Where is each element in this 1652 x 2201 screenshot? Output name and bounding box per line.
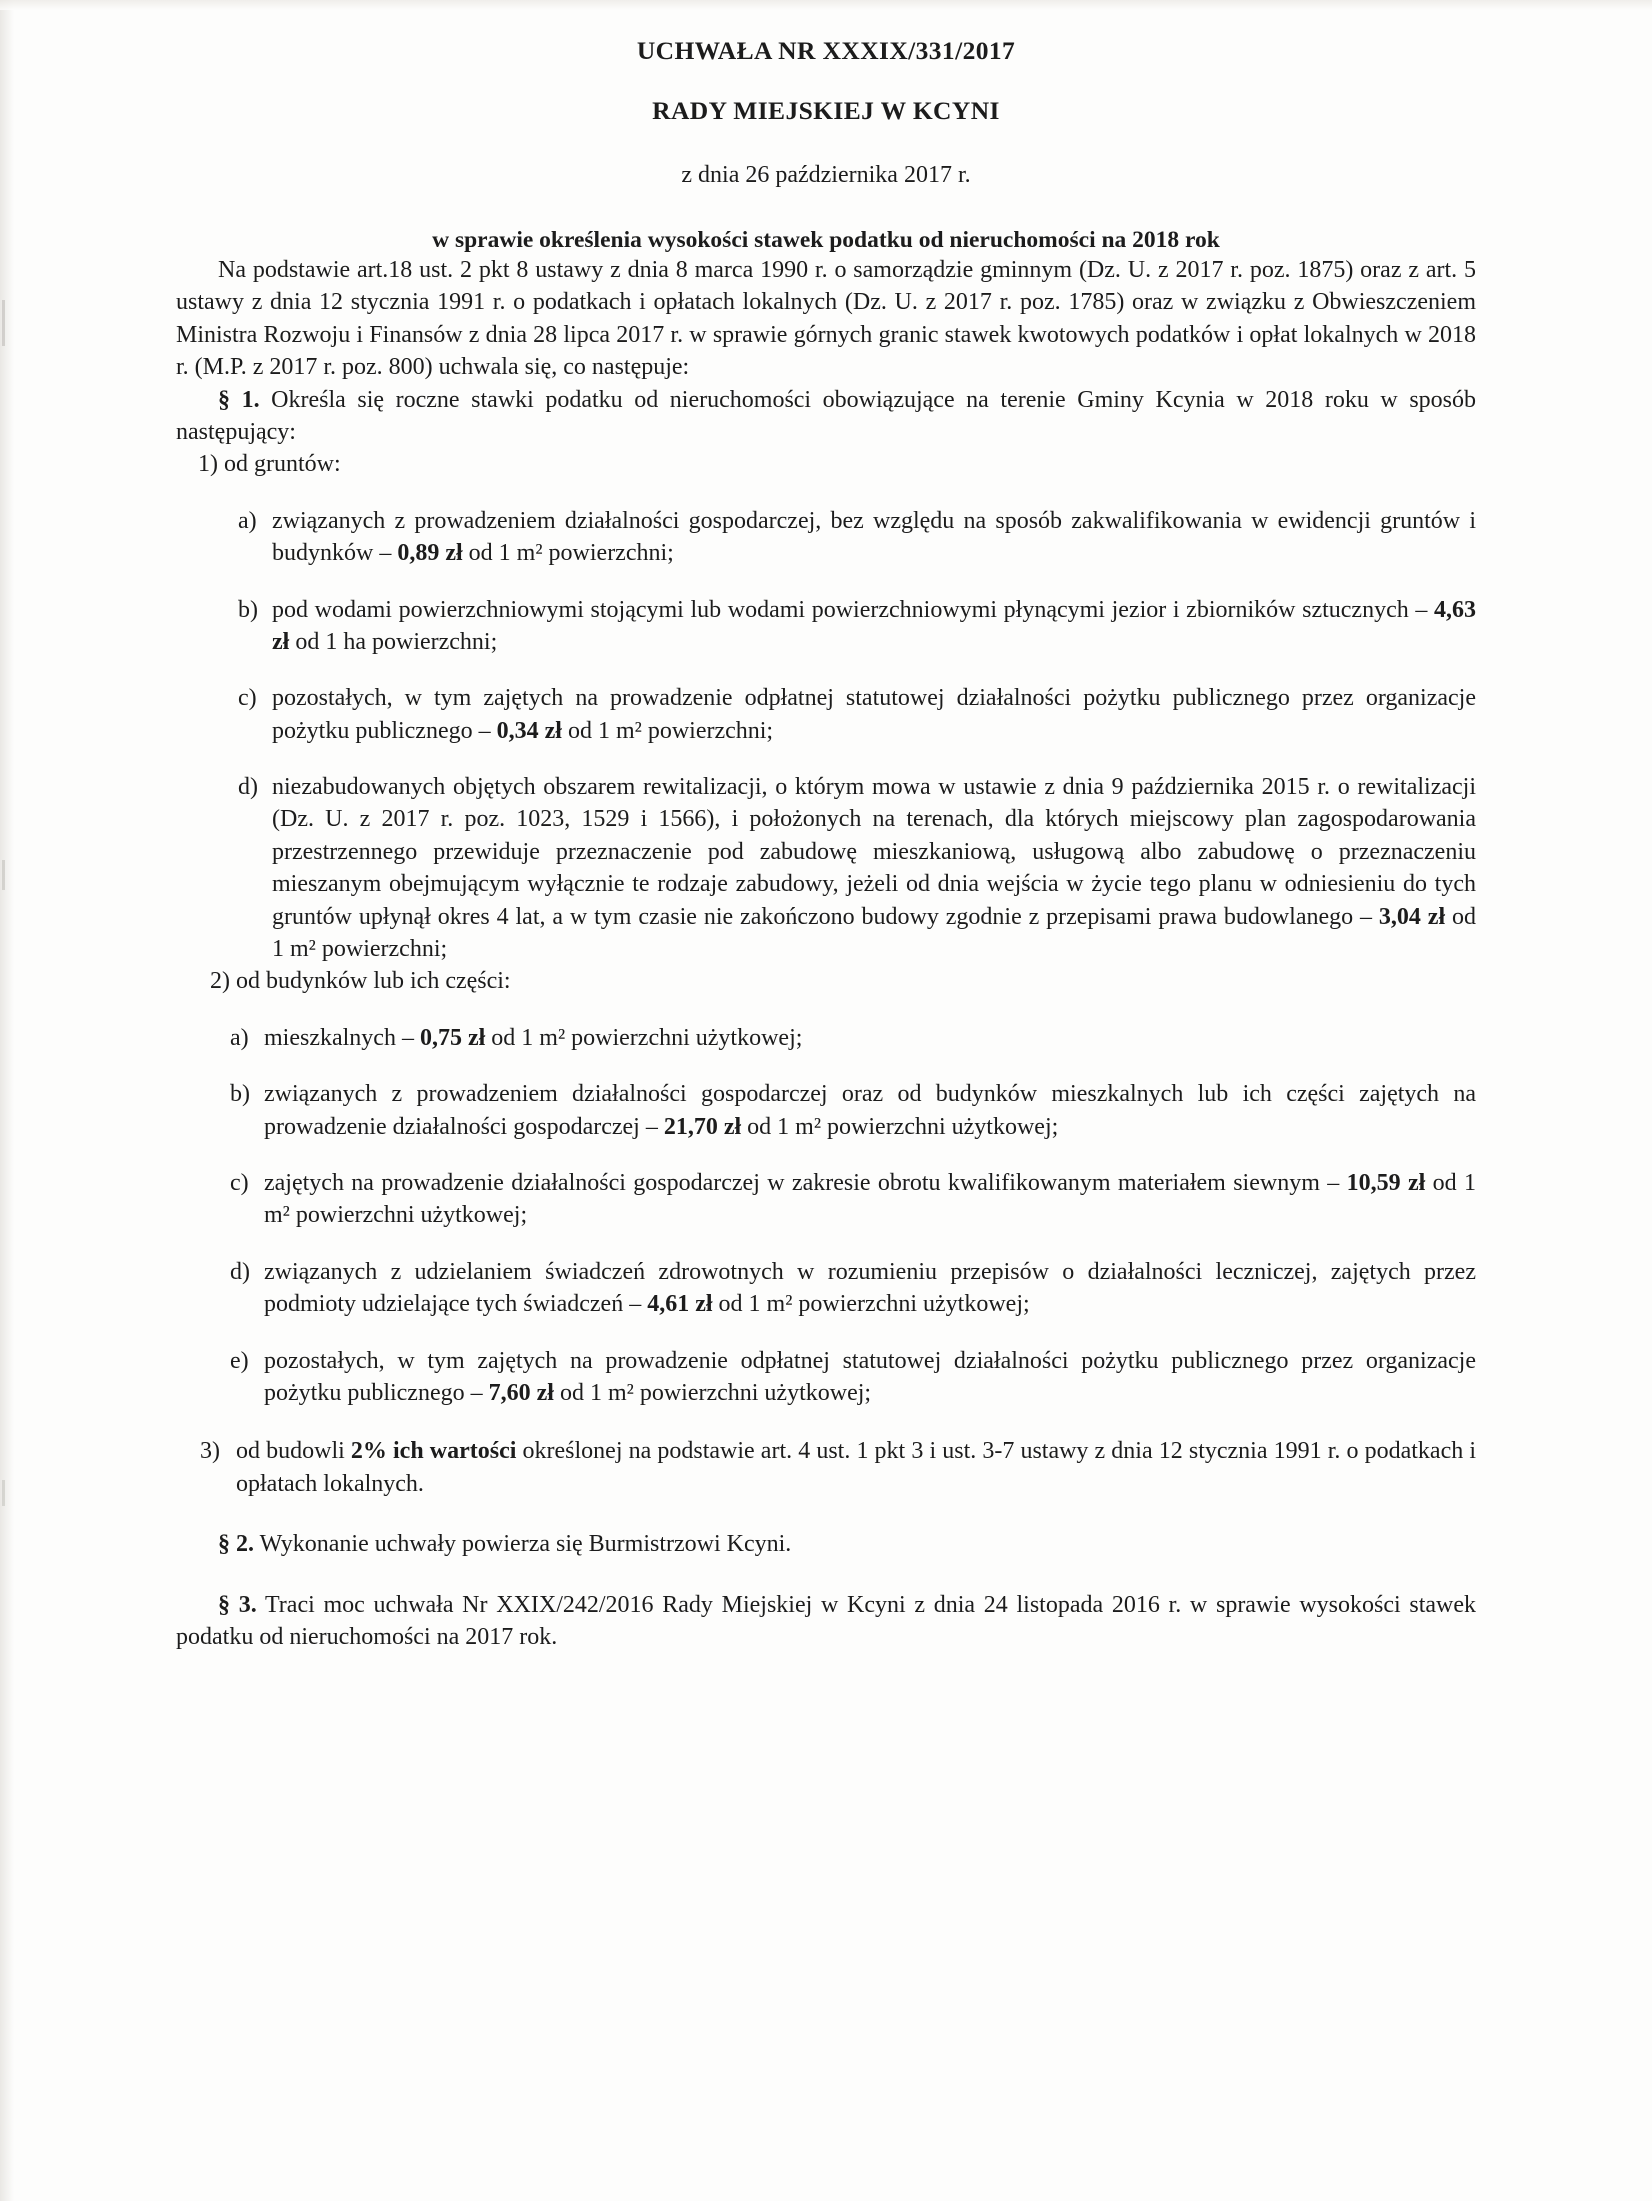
list-text bbox=[264, 1256, 1476, 1321]
scan-artifact bbox=[2, 300, 5, 346]
list-text-after: od 1 m² powierzchni; bbox=[462, 540, 674, 567]
list-marker: d) bbox=[238, 774, 258, 801]
group-1-label: 1) od gruntów: bbox=[198, 451, 341, 478]
list-item bbox=[176, 505, 1476, 570]
list-text-before: związanych z udzielaniem świadczeń zdrowotnych w rozumieniu przepisów o działalności leczniczej, zajętych przez podmioty udzielające tych świadczeń – bbox=[264, 1258, 1476, 1318]
list-text bbox=[272, 594, 1476, 659]
list-text-before: związanych z prowadzeniem działalności gospodarczej oraz od budynków mieszkalnych lub ich części zajętych na prowadzenie działalności gospodarczej – bbox=[264, 1081, 1476, 1140]
section-2 bbox=[176, 1528, 1476, 1560]
rate-amount: 4,63 zł bbox=[272, 596, 1476, 655]
document-body bbox=[176, 36, 1476, 1677]
list-text bbox=[272, 505, 1476, 570]
group-1-list bbox=[176, 505, 1476, 966]
list-text-after: od 1 m² powierzchni; bbox=[272, 903, 1476, 963]
list-marker: c) bbox=[230, 1169, 249, 1196]
list-item bbox=[176, 1256, 1476, 1321]
list-marker: c) bbox=[238, 685, 257, 712]
rate-amount: 0,34 zł bbox=[496, 717, 562, 744]
rate-amount: 21,70 zł bbox=[663, 1113, 742, 1140]
list-text-after: od 1 ha powierzchni; bbox=[289, 628, 498, 655]
section-2-marker: § 2. bbox=[218, 1531, 254, 1558]
section-3-marker: § 3. bbox=[218, 1591, 257, 1618]
list-text-after: od 1 m² powierzchni użytkowej; bbox=[264, 1169, 1477, 1229]
section-2-text: Wykonanie uchwały powierza się Burmistrzowi Kcyni. bbox=[254, 1531, 792, 1558]
rate-amount: 7,60 zł bbox=[488, 1379, 554, 1406]
list-text bbox=[236, 1435, 1476, 1500]
legal-basis-paragraph: Na podstawie art.18 ust. 2 pkt 8 ustawy z dnia 8 marca 1990 r. o samorządzie gminnym (Dz. U. z 2017 r. poz. 1875) oraz z art. 5 ustawy z dnia 12 stycznia 1991 r. o podatkach i opłatach lokalnych (Dz. U. z 2017 r. poz. 1785) oraz w związku z Obwieszczeniem Ministra Rozwoju i Finansów z dnia 28 lipca 2017 r. w sprawie górnych granic stawek kwotowych podatków i opłat lokalnych w 2018 r. (M.P. z 2017 r. poz. 800) uchwala się, co następuje: bbox=[176, 257, 1476, 381]
document-date: z dnia 26 października 2017 r. bbox=[681, 162, 971, 188]
section-1-marker: § 1. bbox=[218, 386, 260, 413]
list-text bbox=[264, 1022, 1476, 1054]
scan-artifact bbox=[2, 860, 5, 890]
section-1-intro-text: Określa się roczne stawki podatku od nieruchomości obowiązujące na terenie Gminy Kcynia w 2018 roku w sposób następujący: bbox=[176, 386, 1476, 445]
list-text-before: związanych z prowadzeniem działalności gospodarczej, bez względu na sposób zakwalifikowania w ewidencji gruntów i budynków – bbox=[272, 507, 1476, 567]
section-3-text: Traci moc uchwała Nr XXIX/242/2016 Rady Miejskiej w Kcyni z dnia 24 listopada 2016 r. w sprawie wysokości stawek podatku od nieruchomości na 2017 rok. bbox=[176, 1591, 1477, 1650]
rate-amount: 0,89 zł bbox=[397, 540, 463, 567]
list-text-after: od 1 m² powierzchni użytkowej; bbox=[741, 1113, 1059, 1140]
list-text bbox=[272, 682, 1476, 747]
document-subject: w sprawie określenia wysokości stawek podatku od nieruchomości na 2018 rok bbox=[432, 227, 1220, 253]
rate-amount: 3,04 zł bbox=[1378, 903, 1446, 930]
scan-edge-top bbox=[0, 0, 1652, 10]
list-marker: b) bbox=[230, 1081, 250, 1108]
group-3-item bbox=[176, 1435, 1476, 1500]
rate-amount: 10,59 zł bbox=[1346, 1169, 1426, 1196]
section-1-intro bbox=[176, 384, 1476, 449]
list-marker: d) bbox=[230, 1258, 250, 1285]
list-text bbox=[264, 1078, 1476, 1143]
list-text-before: pod wodami powierzchniowymi stojącymi lub wodami powierzchniowymi płynącymi jezior i zbiorników sztucznych – bbox=[272, 596, 1434, 623]
scan-artifact bbox=[2, 1480, 5, 1506]
list-text-before: mieszkalnych – bbox=[264, 1024, 420, 1051]
document-title-line1: UCHWAŁA NR XXXIX/331/2017 bbox=[636, 36, 1016, 65]
list-text-after: od 1 m² powierzchni użytkowej; bbox=[712, 1291, 1030, 1318]
list-marker: a) bbox=[238, 507, 257, 534]
list-item bbox=[176, 1022, 1476, 1054]
group-2-list bbox=[176, 1022, 1476, 1410]
list-item bbox=[176, 1167, 1476, 1232]
section-3 bbox=[176, 1589, 1476, 1654]
list-text-before: niezabudowanych objętych obszarem rewitalizacji, o którym mowa w ustawie z dnia 9 października 2015 r. o rewitalizacji (Dz. U. z 2017 r. poz. 1023, 1529 i 1566), i położonych na terenach, dla których miejscowy plan zagospodarowania przestrzennego przewiduje przeznaczenie pod zabudowę mieszkaniową, usługową albo zabudowę o przeznaczeniu mieszanym obejmującym wyłącznie te rodzaje zabudowy, jeżeli od dnia wejścia w życie tego planu w odniesieniu do tych gruntów upłynął okres 4 lat, a w tym czasie nie zakończono budowy zgodnie z przepisami prawa budowlanego – bbox=[272, 774, 1476, 930]
list-text bbox=[264, 1345, 1476, 1410]
list-item bbox=[176, 1345, 1476, 1410]
list-marker: a) bbox=[230, 1024, 249, 1051]
list-marker: e) bbox=[230, 1347, 249, 1374]
list-item bbox=[176, 594, 1476, 659]
group-2-label: 2) od budynków lub ich części: bbox=[210, 968, 511, 995]
rate-amount: 4,61 zł bbox=[647, 1291, 713, 1318]
list-item bbox=[176, 1078, 1476, 1143]
list-text-after: od 1 m² powierzchni użytkowej; bbox=[485, 1024, 803, 1051]
list-text-after: od 1 m² powierzchni; bbox=[561, 717, 774, 744]
list-text-after: od 1 m² powierzchni użytkowej; bbox=[553, 1379, 872, 1406]
list-text bbox=[264, 1167, 1476, 1232]
list-text-before: pozostałych, w tym zajętych na prowadzenie odpłatnej statutowej działalności pożytku publicznego przez organizacje pożytku publicznego – bbox=[272, 685, 1476, 744]
document-title-line2: RADY MIEJSKIEJ W KCYNI bbox=[652, 96, 1000, 125]
list-text-before: pozostałych, w tym zajętych na prowadzenie odpłatnej statutowej działalności pożytku publicznego przez organizacje pożytku publicznego – bbox=[264, 1347, 1476, 1406]
list-item bbox=[176, 771, 1476, 965]
list-text-before: zajętych na prowadzenie działalności gospodarczej w zakresie obrotu kwalifikowanym materiałem siewnym – bbox=[264, 1169, 1347, 1196]
list-item bbox=[176, 682, 1476, 747]
list-text-before: od budowli bbox=[236, 1438, 351, 1465]
list-marker: 3) bbox=[200, 1438, 220, 1465]
rate-amount: 2% ich wartości bbox=[350, 1438, 517, 1465]
rate-amount: 0,75 zł bbox=[419, 1024, 486, 1051]
list-marker: b) bbox=[238, 596, 258, 623]
list-text-after: określonej na podstawie art. 4 ust. 1 pkt 3 i ust. 3-7 ustawy z dnia 12 stycznia 1991 r. o podatkach i opłatach lokalnych. bbox=[236, 1438, 1476, 1497]
list-text bbox=[272, 771, 1476, 965]
